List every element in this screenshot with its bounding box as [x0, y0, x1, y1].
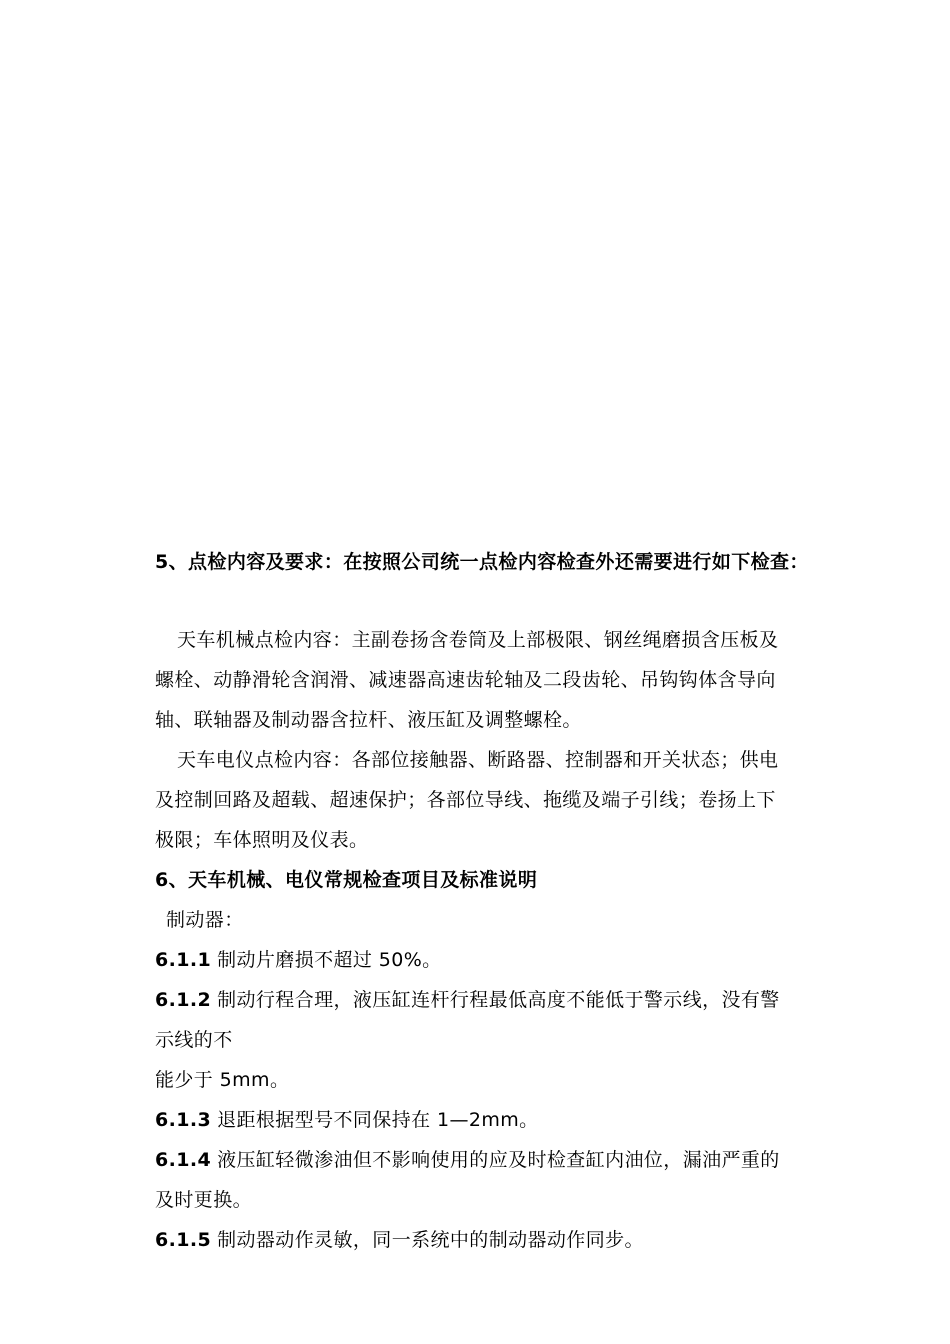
item-text: 制动片磨损不超过 50%。: [217, 949, 442, 971]
item-text: 液压缸轻微渗油但不影响使用的应及时检查缸内油位，漏油严重的: [217, 1149, 780, 1171]
item-6-1-3: [155, 1108, 539, 1132]
mechanical-line-1: 天车机械点检内容：主副卷扬含卷筒及上部极限、钢丝绳磨损含压板及: [177, 629, 779, 651]
item-6-1-5: [155, 1228, 644, 1252]
brake-subheading: 制动器：: [166, 909, 244, 931]
item-text: 退距根据型号不同保持在 1—2mm。: [217, 1109, 539, 1131]
section-6-heading: 6、天车机械、电仪常规检查项目及标准说明: [155, 869, 538, 891]
item-6-1-2-cont-2: 能少于 5mm。: [155, 1069, 290, 1091]
item-text: 制动行程合理，液压缸连杆行程最低高度不能低于警示线，没有警: [217, 989, 780, 1011]
item-text: 制动器动作灵敏，同一系统中的制动器动作同步。: [217, 1229, 644, 1251]
item-6-1-2: [155, 988, 780, 1012]
item-6-1-4-cont: 及时更换。: [155, 1189, 253, 1211]
electrical-line-3: 极限；车体照明及仪表。: [155, 829, 369, 851]
electrical-line-2: 及控制回路及超载、超速保护；各部位导线、拖缆及端子引线；卷扬上下: [155, 789, 776, 811]
item-6-1-1: [155, 948, 442, 972]
item-6-1-2-cont-1: 示线的不: [155, 1029, 233, 1051]
item-number: 6.1.4: [155, 1149, 212, 1171]
mechanical-line-3: 轴、联轴器及制动器含拉杆、液压缸及调整螺栓。: [155, 709, 582, 731]
item-number: 6.1.1: [155, 949, 212, 971]
item-number: 6.1.2: [155, 989, 212, 1011]
item-number: 6.1.3: [155, 1109, 212, 1131]
electrical-line-1: 天车电仪点检内容：各部位接触器、断路器、控制器和开关状态；供电: [177, 749, 779, 771]
item-number: 6.1.5: [155, 1229, 212, 1251]
item-6-1-4: [155, 1148, 780, 1172]
mechanical-line-2: 螺栓、动静滑轮含润滑、减速器高速齿轮轴及二段齿轮、吊钩钩体含导向: [155, 669, 776, 691]
section-5-heading: 5、点检内容及要求：在按照公司统一点检内容检查外还需要进行如下检查：: [155, 551, 809, 573]
